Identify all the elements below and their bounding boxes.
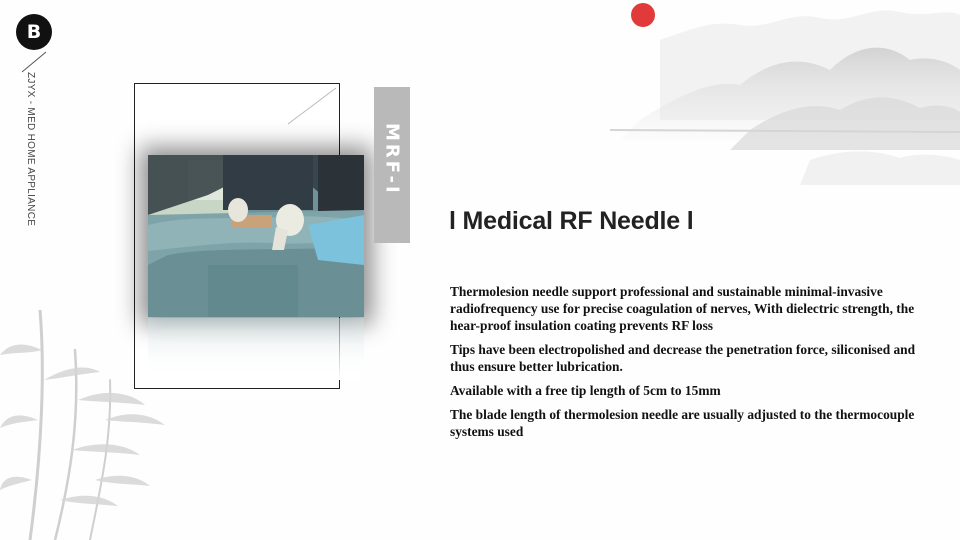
description-block: [450, 283, 940, 447]
model-tag-label: MRF-I: [381, 123, 403, 196]
paragraph-1: Thermolesion needle support professional and sustainable minimal-invasive radiofrequency use for precise coagulation of nerves, With dielectric strength, the hear-proof insulation coating prevents RF loss: [450, 284, 915, 333]
sun-decoration: [631, 3, 655, 27]
page-title: l Medical RF Needle l: [449, 207, 694, 235]
procedure-photo: [148, 155, 364, 317]
logo-circle: [16, 14, 52, 50]
mountain-landscape: [600, 0, 960, 190]
paragraph-4: The blade length of thermolesion needle are usually adjusted to the thermocouple systems used: [450, 407, 915, 439]
paragraph-3: Available with a free tip length of 5cm to 15mm: [450, 383, 721, 398]
photo-reflection-fade: [148, 318, 364, 380]
paragraph-2: Tips have been electropolished and decrease the penetration force, siliconised and thus ensure better lubrication.: [450, 342, 916, 374]
logo-divider: [20, 50, 50, 74]
frame-diagonal-line: [286, 86, 338, 126]
logo-letter: B: [26, 21, 42, 43]
brand-vertical-text: ZJYX - MED HOME APPLIANCE: [25, 72, 36, 227]
model-tag: [374, 87, 410, 243]
